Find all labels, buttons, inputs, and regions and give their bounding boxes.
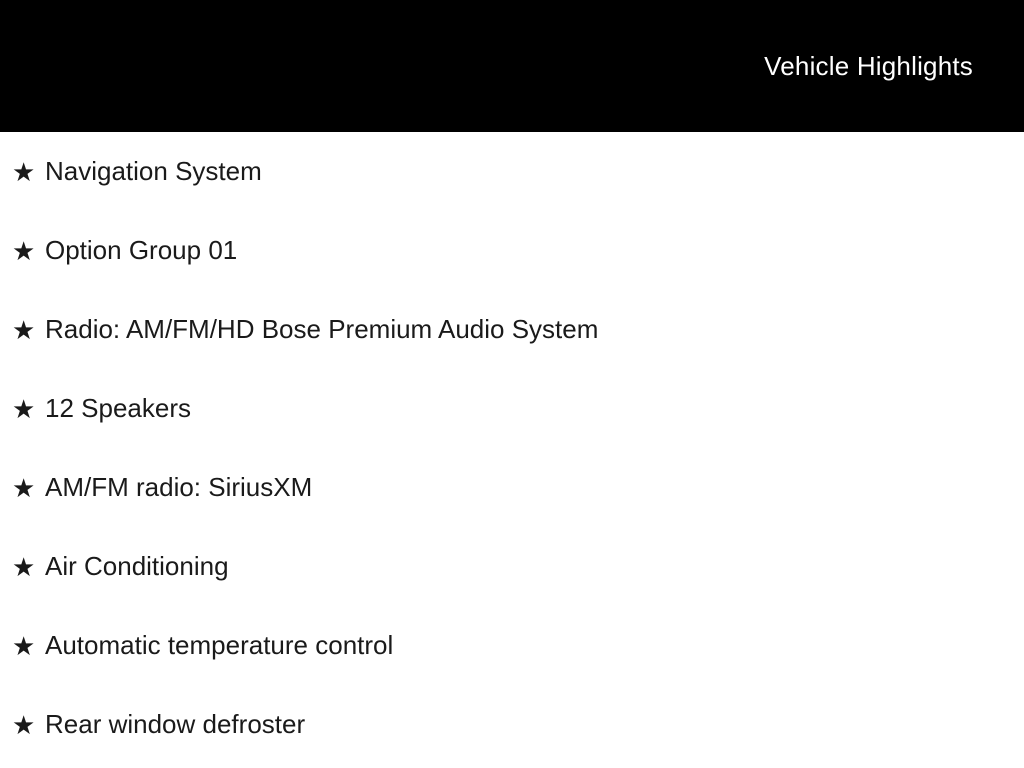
page-title: Vehicle Highlights xyxy=(764,50,973,81)
list-item xyxy=(12,290,1024,369)
star-icon: ★ xyxy=(12,551,36,582)
list-item xyxy=(12,448,1024,527)
list-item-label: Option Group 01 xyxy=(45,235,238,265)
list-item xyxy=(12,606,1024,685)
star-icon: ★ xyxy=(12,630,36,661)
list-item-label: Air Conditioning xyxy=(45,551,229,581)
list-item xyxy=(12,369,1024,448)
star-icon: ★ xyxy=(12,156,36,187)
list-item-label: 12 Speakers xyxy=(45,393,191,423)
list-item xyxy=(12,211,1024,290)
list-item xyxy=(12,132,1024,211)
highlights-list xyxy=(0,132,1024,764)
header-bar xyxy=(0,0,1024,132)
star-icon: ★ xyxy=(12,709,36,740)
list-item-label: Navigation System xyxy=(45,156,262,186)
star-icon: ★ xyxy=(12,393,36,424)
star-icon: ★ xyxy=(12,314,36,345)
list-item xyxy=(12,685,1024,764)
list-item-label: Radio: AM/FM/HD Bose Premium Audio System xyxy=(45,314,599,344)
list-item-label: Rear window defroster xyxy=(45,709,306,739)
star-icon: ★ xyxy=(12,472,36,503)
list-item xyxy=(12,527,1024,606)
list-item-label: Automatic temperature control xyxy=(45,630,394,660)
star-icon: ★ xyxy=(12,235,36,266)
list-item-label: AM/FM radio: SiriusXM xyxy=(45,472,313,502)
